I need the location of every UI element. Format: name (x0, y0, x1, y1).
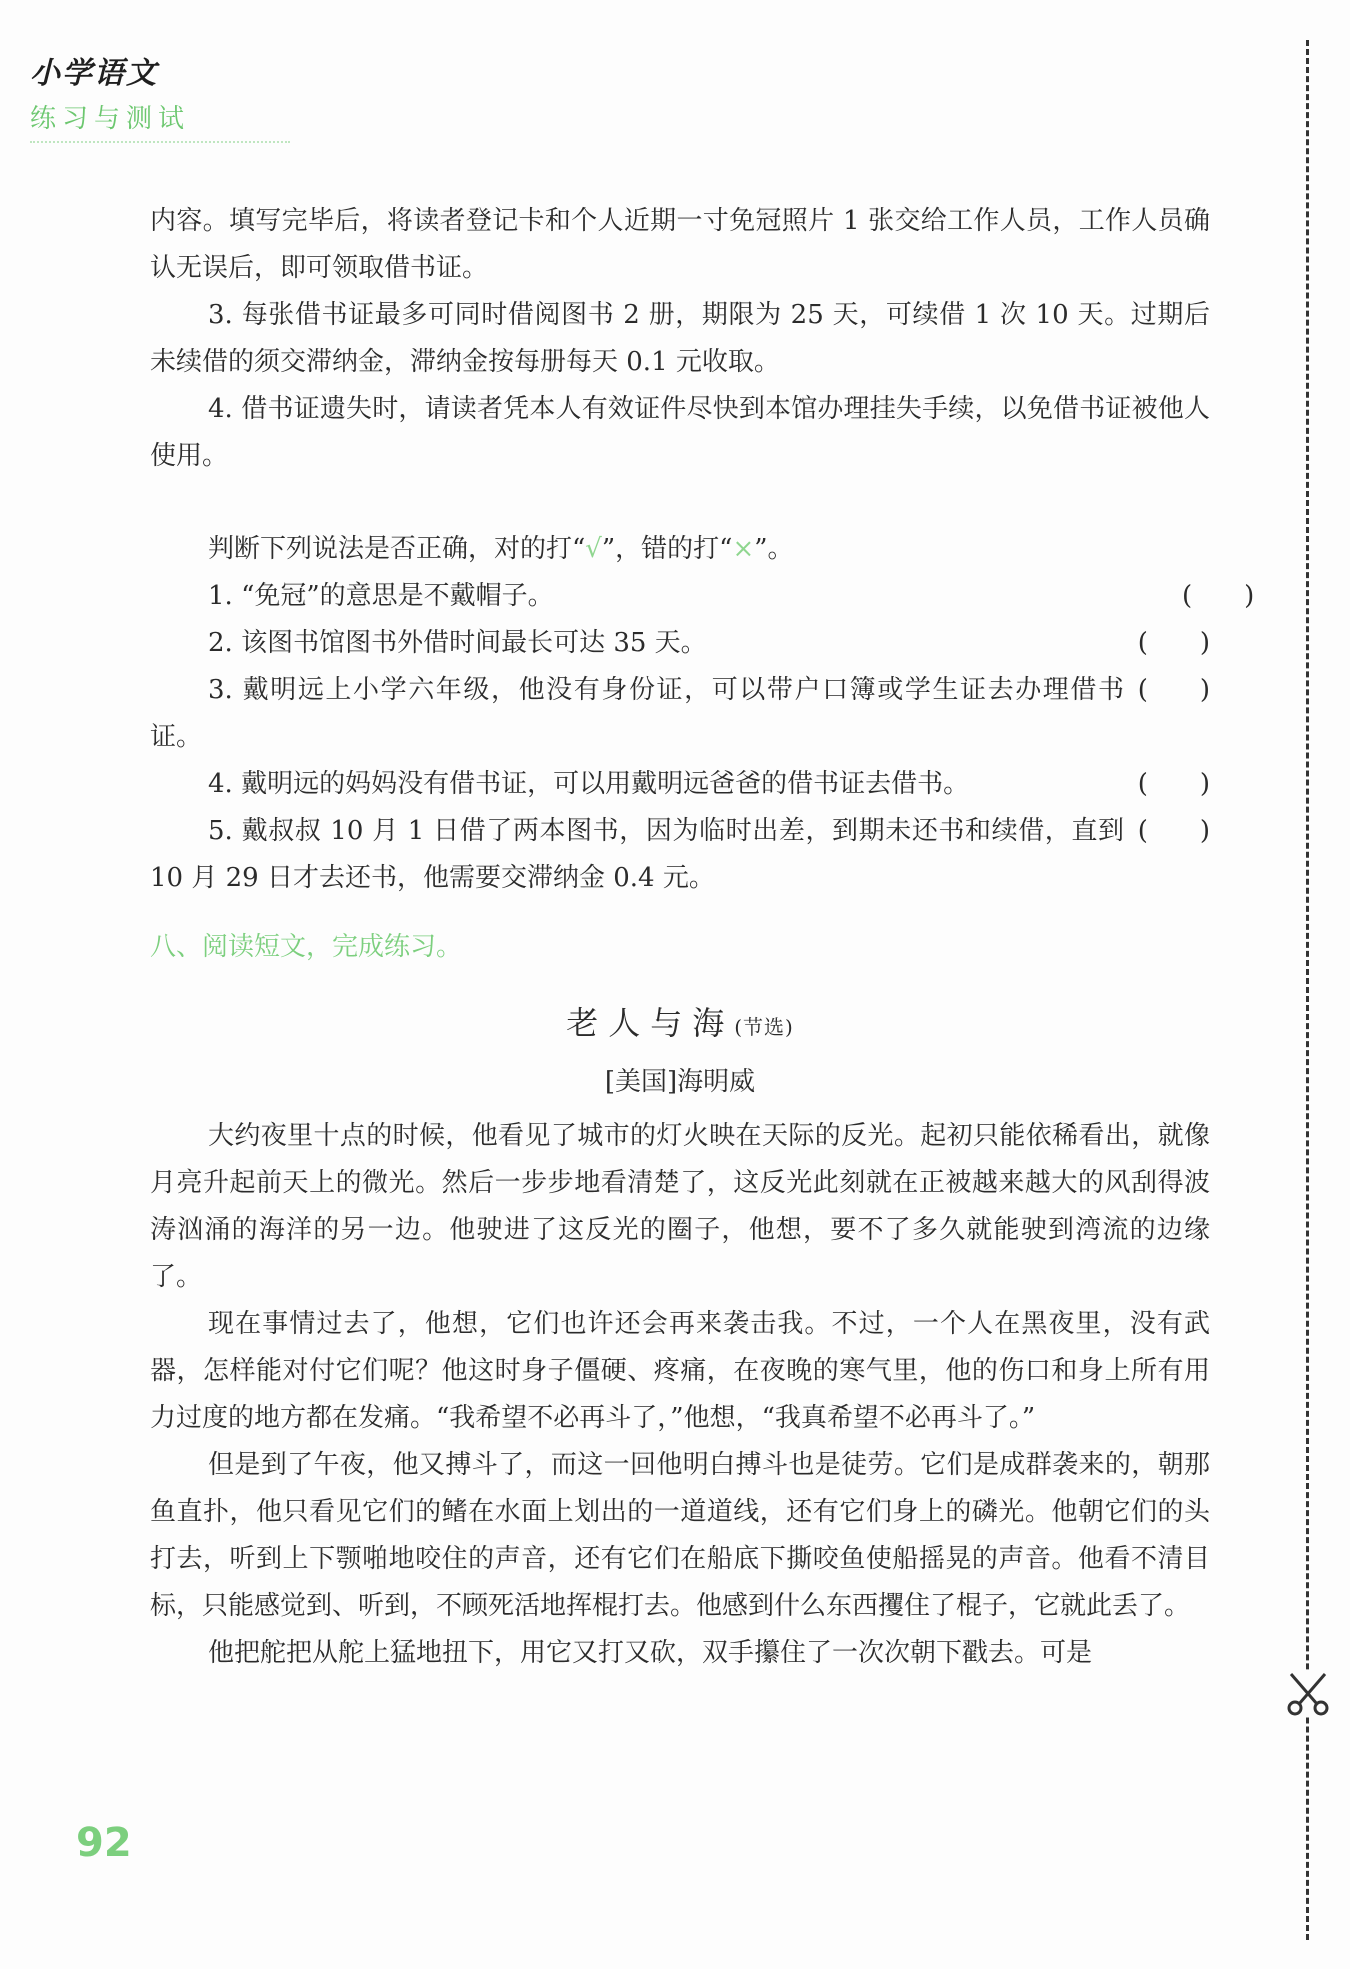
story-paragraph: 但是到了午夜，他又搏斗了，而这一回他明白搏斗也是徒劳。它们是成群袭来的，朝那鱼直扑，他只看见它们的鳍在水面上划出的一道道线，还有它们身上的磷光。他朝它们的头打去，听到上下颚啪地咬住的声音，还有它们在船底下撕咬鱼使船摇晃的声音。他看不清目标，只能感觉到、听到，不顾死活地挥棍打去。他感到什么东西攫住了棍子，它就此丢了。 (150, 1450, 1210, 1621)
story-paragraph: 他把舵把从舵上猛地扭下，用它又打又砍，双手攥住了一次次朝下戳去。可是 (208, 1638, 1093, 1668)
scissors-icon (1283, 1670, 1333, 1716)
answer-blank[interactable]: ( ) (1182, 581, 1255, 611)
judge-item (150, 620, 1210, 667)
answer-blank[interactable]: ( ) (1137, 816, 1210, 846)
intro-paragraph-3: 4. 借书证遗失时，请读者凭本人有效证件尽快到本馆办理挂失手续，以免借书证被他人使用。 (150, 394, 1210, 471)
judge-item-text: 5. 戴叔叔 10 月 1 日借了两本图书，因为临时出差，到期未还书和续借，直到 10 月 29 日才去还书，他需要交滞纳金 0.4 元。 (150, 816, 1124, 893)
series-title: 小学语文 (30, 56, 158, 91)
judge-item (150, 573, 1255, 620)
story-title-note: (节选) (734, 1015, 794, 1039)
story-author: [美国]海明威 (604, 1067, 756, 1097)
intro-paragraph-2: 3. 每张借书证最多可同时借阅图书 2 册，期限为 25 天，可续借 1 次 10 天。过期后未续借的须交滞纳金，滞纳金按每册每天 0.1 元收取。 (150, 300, 1210, 377)
intro-paragraph-1: 内容。填写完毕后，将读者登记卡和个人近期一寸免冠照片 1 张交给工作人员，工作人员确认无误后，即可领取借书证。 (150, 206, 1210, 283)
judge-item-text: 2. 该图书馆图书外借时间最长可达 35 天。 (208, 628, 707, 658)
main-content (150, 198, 1255, 1677)
judge-item-text: 3. 戴明远上小学六年级，他没有身份证，可以带户口簿或学生证去办理借书证。 (150, 675, 1124, 752)
cut-line (1306, 40, 1309, 1940)
story-paragraph: 大约夜里十点的时候，他看见了城市的灯火映在天际的反光。起初只能依稀看出，就像月亮升起前天上的微光。然后一步步地看清楚了，这反光此刻就在正被越来越大的风刮得波涛汹涌的海洋的另一边。他驶进了这反光的圈子，他想，要不了多久就能驶到湾流的边缘了。 (150, 1121, 1210, 1292)
story-paragraph: 现在事情过去了，他想，它们也许还会再来袭击我。不过，一个人在黑夜里，没有武器，怎样能对付它们呢？他这时身子僵硬、疼痛，在夜晚的寒气里，他的伤口和身上所有用力过度的地方都在发痛。“我希望不必再斗了，”他想，“我真希望不必再斗了。” (150, 1309, 1210, 1433)
check-mark-icon: √ (585, 534, 602, 564)
judge-item (150, 761, 1210, 808)
answer-blank[interactable]: ( ) (1137, 675, 1210, 705)
judge-item (150, 808, 1210, 902)
answer-blank[interactable]: ( ) (1137, 769, 1210, 799)
judge-item (150, 667, 1210, 761)
judge-item-text: 4. 戴明远的妈妈没有借书证，可以用戴明远爸爸的借书证去借书。 (208, 769, 970, 799)
page-number: 92 (76, 1820, 132, 1866)
story-title: 老人与海(节选) (566, 1004, 794, 1042)
cross-mark-icon: × (732, 534, 755, 564)
judge-instruction: 判断下列说法是否正确，对的打“√”，错的打“×”。 (208, 534, 794, 564)
judge-item-text: 1. “免冠”的意思是不戴帽子。 (208, 581, 554, 611)
series-header (30, 48, 290, 143)
section-heading: 八、阅读短文，完成练习。 (150, 932, 463, 962)
answer-blank[interactable]: ( ) (1137, 628, 1210, 658)
series-subtitle: 练习与测试 (30, 98, 290, 143)
